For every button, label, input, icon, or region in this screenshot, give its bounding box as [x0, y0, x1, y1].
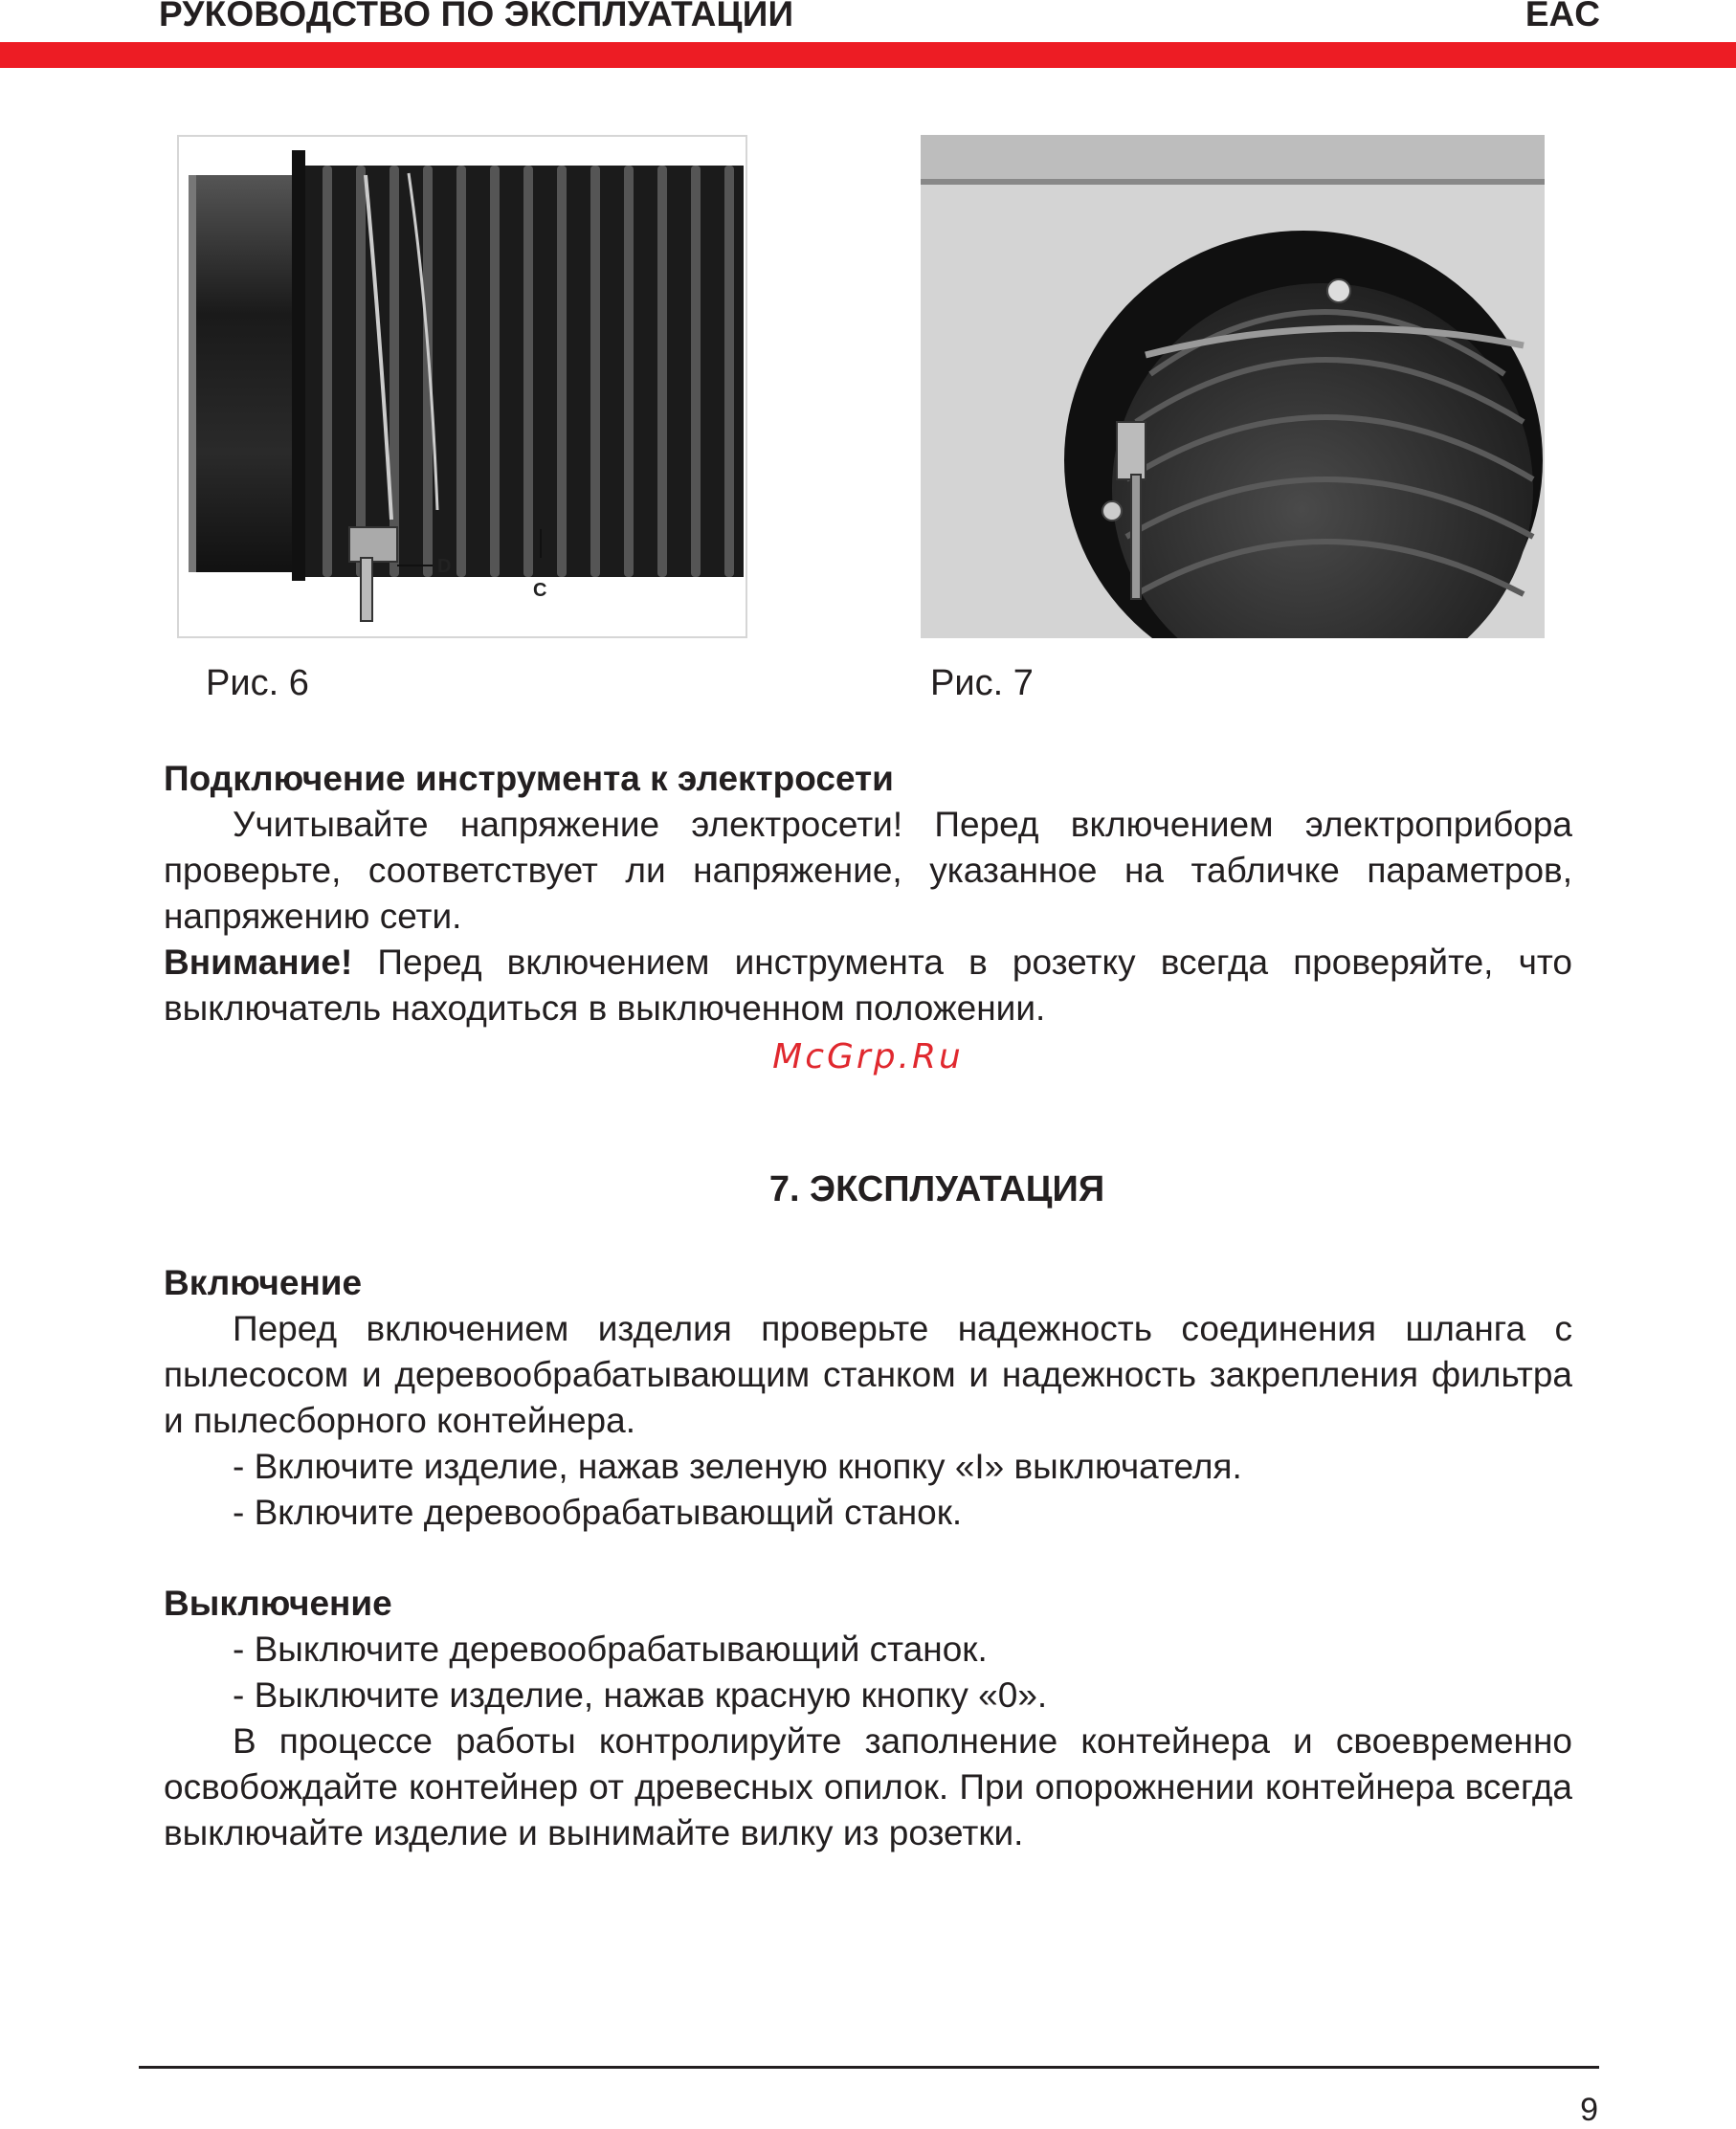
- power-connection-section: [164, 756, 1572, 1031]
- power-voltage-paragraph: Учитывайте напряжение электросети! Перед включением электроприбора проверьте, соответствует ли напряжение, указанное на табличке параметров, напряжению сети.: [164, 805, 1572, 936]
- hose-port-image: [921, 135, 1545, 638]
- section-title: 7. ЭКСПЛУАТАЦИЯ: [768, 1169, 1105, 1209]
- figure-6-label-d: D: [437, 556, 452, 577]
- list-item: - Включите изделие, нажав зеленую кнопку «I» выключателя.: [233, 1447, 1242, 1486]
- switch-on-section: [164, 1260, 1572, 1536]
- figure-6-hose-clamp: [177, 135, 747, 638]
- header-title: РУКОВОДСТВО ПО ЭКСПЛУАТАЦИИ: [159, 0, 794, 33]
- warning-label: Внимание!: [164, 943, 353, 982]
- figure-6-label-c: C: [533, 580, 547, 601]
- power-connection-heading: Подключение инструмента к электросети: [164, 759, 894, 798]
- switch-on-paragraph: Перед включением изделия проверьте надежность соединения шланга с пылесосом и деревообрабатывающим станком и надежность закрепления фильтра и пылесборного контейнера.: [164, 1309, 1572, 1440]
- switch-off-paragraph: В процессе работы контролируйте заполнение контейнера и своевременно освобождайте контейнер от древесных опилок. При опорожнении контейнера всегда выключайте изделие и вынимайте вилку из розетки.: [164, 1721, 1572, 1852]
- list-item: - Включите деревообрабатывающий станок.: [233, 1493, 963, 1532]
- figure-6-caption: Рис. 6: [206, 663, 309, 703]
- list-item: - Выключите деревообрабатывающий станок.: [233, 1630, 988, 1669]
- hose-clamp-image: [179, 137, 746, 636]
- power-warning-paragraph: [164, 940, 1572, 1031]
- switch-off-heading: Выключение: [164, 1584, 392, 1623]
- watermark: McGrp.Ru: [772, 1037, 964, 1076]
- header-red-bar: [0, 42, 1736, 68]
- list-item: - Выключите изделие, нажав красную кнопку «0».: [233, 1675, 1048, 1715]
- eac-mark: EAC: [1525, 0, 1600, 33]
- page-number: 9: [1580, 2092, 1598, 2128]
- footer-rule: [139, 2066, 1599, 2069]
- figure-7-caption: Рис. 7: [930, 663, 1034, 703]
- switch-off-section: [164, 1581, 1572, 1856]
- warning-text: Перед включением инструмента в розетку всегда проверяйте, что выключатель находиться в выключенном положении.: [164, 943, 1572, 1028]
- figure-7-hose-port: [921, 135, 1545, 638]
- switch-on-heading: Включение: [164, 1263, 363, 1302]
